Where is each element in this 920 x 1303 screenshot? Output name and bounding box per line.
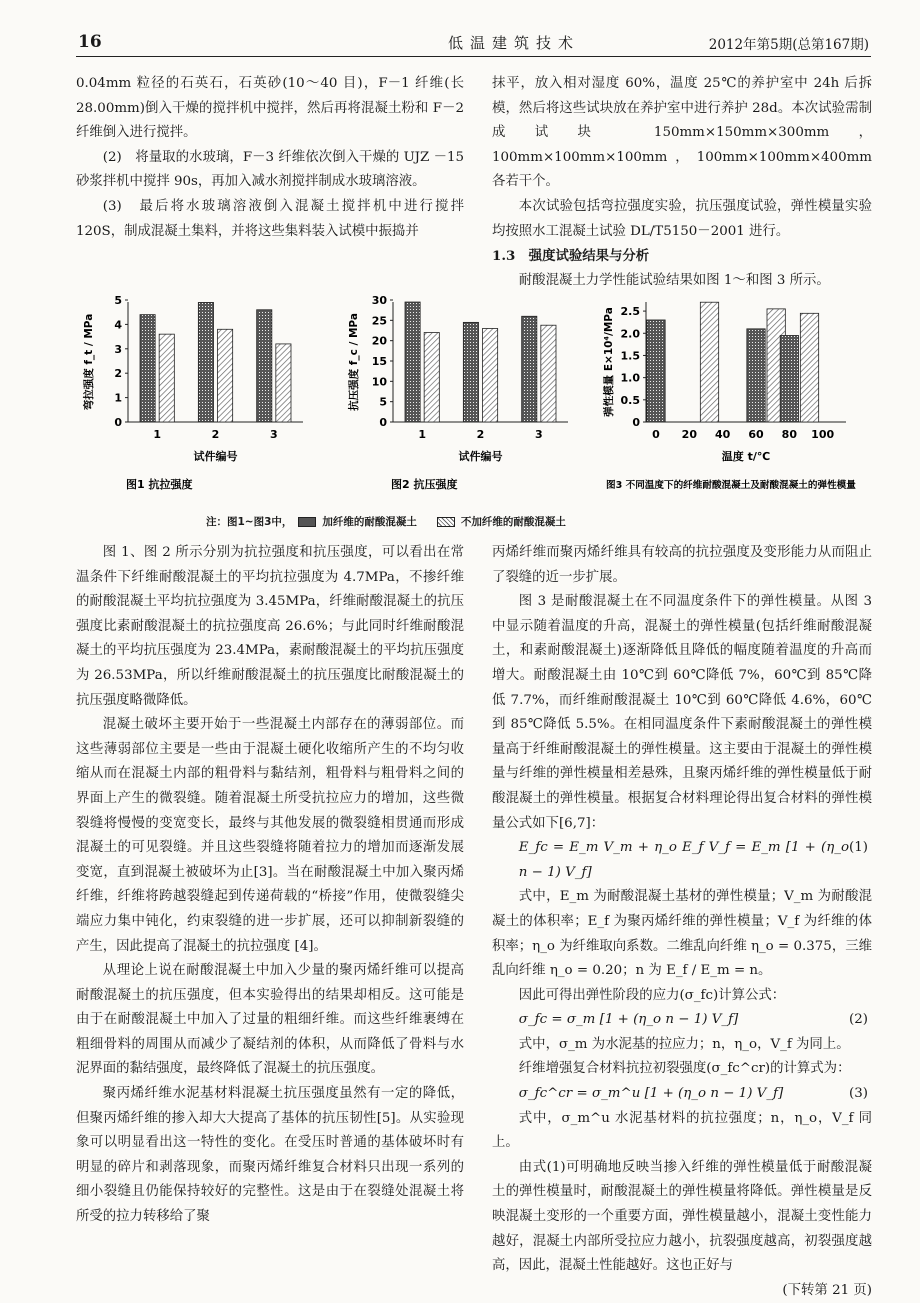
paragraph: (2) 将量取的水玻璃，F－3 纤维依次倒入干燥的 UJZ －15 砂浆拌机中搅拌 90s，再加入减水剂搅拌制成水玻璃溶液。	[76, 149, 464, 190]
y-tick-label: 1.0	[620, 371, 640, 385]
equation-2	[492, 1008, 872, 1033]
x-axis-label: 试件编号	[458, 450, 503, 463]
x-tick-label: 1	[418, 428, 426, 441]
bar-plain-20	[700, 302, 718, 422]
paragraph: 抹平，放入相对湿度 60%，温度 25℃的养护室中 24h 后拆模，然后将这些试块放在养护室中进行养护 28d。本次试验需制成试块 150mm×150mm×300mm，100mm×100mm×100mm，100mm×100mm×400mm 各若干个。	[492, 76, 872, 190]
legend-note	[206, 514, 766, 529]
left-body-column	[76, 541, 464, 1230]
paragraph: 式中，σ_m^u 水泥基材料的抗拉强度；n，η_o，V_f 同上。	[492, 1110, 872, 1151]
bar-plain-2	[483, 328, 498, 422]
equation-2-number: (2)	[849, 1012, 868, 1028]
bar-fiber-2	[198, 302, 213, 422]
x-tick-label: 80	[781, 428, 797, 441]
x-tick-label: 100	[811, 428, 835, 441]
x-tick-label: 2	[476, 428, 485, 441]
legend-plain-label: 不加纤维的耐酸混凝土	[460, 516, 566, 528]
equation-3	[492, 1082, 872, 1107]
paragraph: 式中，E_m 为耐酸混凝土基材的弹性模量；V_m 为耐酸混凝土的体积率；E_f 为聚丙烯纤维的弹性模量；V_f 为纤维的体积率；η_o 为纤维取向系数。二维乱向纤维 η_o = 0.375，三维乱向纤维 η_o = 0.20；n 为 E_f / E_m = n。	[492, 889, 872, 979]
x-tick-label: 2	[211, 428, 220, 441]
x-tick-label: 0	[652, 428, 660, 441]
x-tick-label: 20	[681, 428, 697, 441]
figures-area	[76, 282, 876, 542]
y-tick-label: 30	[371, 294, 387, 307]
y-tick-label: 0	[114, 416, 122, 429]
legend-prefix: 注：图1~图3中，	[206, 516, 293, 528]
bar-fiber-3	[522, 316, 537, 422]
paragraph: (3) 最后将水玻璃溶液倒入混凝土搅拌机中进行搅拌 120S，制成混凝土集料，并将这些集料装入试模中振捣并	[76, 198, 464, 239]
equation-1-number: (1)	[849, 840, 868, 856]
y-tick-label: 1	[114, 391, 122, 405]
legend-swatch-fiber	[298, 517, 316, 527]
paragraph: 丙烯纤维而聚丙烯纤维具有较高的抗拉强度及变形能力从而阻止了裂缝的近一步扩展。	[492, 545, 872, 585]
y-tick-label: 0	[632, 416, 640, 429]
paragraph: 图 1、图 2 所示分别为抗拉强度和抗压强度，可以看出在常温条件下纤维耐酸混凝土的平均抗拉强度为 4.7MPa，不掺纤维的耐酸混凝土平均抗拉强度为 3.45MPa，纤维耐酸混凝土的抗压强度比素耐酸混凝土的抗拉强度高 26.6%；与此同时纤维耐酸混凝土的平均抗压强度为 23.4MPa，素耐酸混凝土的平均抗压强度为 26.53MPa，所以纤维耐酸混凝土的抗压强度比耐酸混凝土的抗压强度略微降低。	[76, 545, 464, 708]
bar-plain-1	[159, 334, 174, 422]
y-tick-label: 10	[371, 375, 387, 389]
figure-caption: 图1 抗拉强度	[126, 478, 193, 491]
y-tick-label: 15	[371, 355, 387, 368]
paragraph: 式中，σ_m 为水泥基的拉应力；n，η_o，V_f 为同上。	[518, 1036, 850, 1052]
paragraph: 因此可得出弹性阶段的应力(σ_fc)计算公式：	[518, 987, 786, 1003]
y-axis-label: 抗压强度 f_c / MPa	[348, 313, 360, 411]
legend-fiber-label: 加纤维的耐酸混凝土	[322, 516, 417, 528]
bar-plain-2	[218, 329, 233, 422]
paragraph: 混凝土破坏主要开始于一些混凝土内部存在的薄弱部位。而这些薄弱部位主要是一些由于混凝土硬化收缩所产生的不均匀收缩从而在混凝土内部的粗骨料与黏结剂，粗骨料与粗骨料之间的界面上产生的微裂缝。随着混凝土所受抗拉应力的增加，这些微裂缝将慢慢的变宽变长，最终与其他发展的微裂缝相贯通而形成混凝土的可见裂缝。并且这些裂缝将随着拉力的增加而逐渐发展变宽，直到混凝土被破坏为止[3]。当在耐酸混凝土中加入聚丙烯纤维，纤维将跨越裂缝起到传递荷载的“桥接”作用，使微裂缝尖端应力集中钝化，约束裂缝的进一步扩展，还可以抑制新裂缝的产生，因此提高了混凝土的抗拉强度 [4]。	[76, 717, 464, 954]
bar-plain-80	[800, 313, 818, 422]
equation-1-body: E_fc = E_m V_m + η_o E_f V_f = E_m [1 + (η_o n − 1) V_f]	[518, 840, 850, 880]
bar-fiber-2	[463, 322, 478, 422]
bar-fiber-1	[140, 315, 155, 422]
y-axis-label: 弹性模量 E×10⁴/MPa	[603, 307, 615, 417]
figure-caption: 图2 抗压强度	[391, 478, 458, 491]
issue-info: 2012年第5期(总第167期)	[708, 37, 869, 53]
y-tick-label: 0	[379, 416, 387, 429]
y-tick-label: 4	[114, 318, 122, 332]
figure-caption: 图3 不同温度下的纤维耐酸混凝土及耐酸混凝土的弹性模量	[606, 480, 856, 491]
x-tick-label: 60	[748, 428, 764, 441]
paragraph: 耐酸混凝土力学性能试验结果如图 1～和图 3 所示。	[518, 272, 830, 288]
x-tick-label: 3	[535, 428, 543, 441]
bar-plain-3	[276, 344, 291, 422]
x-axis-label: 温度 t/℃	[721, 450, 771, 463]
x-tick-label: 3	[270, 428, 278, 441]
right-body-column	[492, 541, 872, 1303]
x-axis-label: 试件编号	[193, 450, 238, 463]
bar-fiber-3	[257, 310, 272, 422]
page-number: 16	[78, 32, 102, 52]
bar-plain-1	[424, 333, 439, 422]
figure-1-chart	[76, 282, 341, 497]
y-tick-label: 2.0	[620, 327, 640, 341]
y-tick-label: 5	[114, 294, 122, 307]
figure-3-chart	[596, 282, 881, 497]
y-tick-label: 1.5	[620, 349, 640, 363]
y-axis-label: 弯拉强度 f_t / MPa	[83, 313, 95, 411]
y-tick-label: 0.5	[620, 393, 640, 407]
paragraph: 聚丙烯纤维水泥基材料混凝土抗压强度虽然有一定的降低，但聚丙烯纤维的掺入却大大提高了基体的抗压韧性[5]。从实验现象可以明显看出这一特性的变化。在受压时普通的基体破坏时有明显的碎片和剥落现象，而聚丙烯纤维复合材料只出现一系列的细小裂缝且仍能保持较好的完整性。这是由于在裂缝处混凝土将所受的拉力转移给了聚	[76, 1086, 464, 1225]
y-tick-label: 25	[371, 314, 387, 328]
figure-2-chart	[341, 282, 606, 497]
paragraph: 图 3 是耐酸混凝土在不同温度条件下的弹性模量。从图 3 中显示随着温度的升高，混凝土的弹性模量(包括纤维耐酸混凝土，和素耐酸混凝土)逐渐降低且降低的幅度随着温度的升高而增大。耐酸混凝土由 10℃到 60℃降低 7%，60℃到 85℃降低 7.7%，而纤维耐酸混凝土 10℃到 60℃降低 4.6%，60℃到 85℃降低 5.5%。在相同温度条件下素耐酸混凝土的弹性模量高于纤维耐酸混凝土的弹性模量。这主要由于混凝土的弹性模量与纤维的弹性模量相差悬殊，且聚丙烯纤维的弹性模量低于耐酸混凝土的弹性模量。根据复合材料理论得出复合材料的弹性模量公式如下[6,7]：	[492, 594, 872, 831]
y-tick-label: 2.5	[620, 305, 640, 319]
bar-fiber-80	[780, 335, 798, 422]
equation-3-body: σ_fc^cr = σ_m^u [1 + (η_o n − 1) V_f]	[518, 1086, 784, 1102]
legend-swatch-plain	[437, 517, 455, 527]
y-tick-label: 5	[379, 395, 387, 409]
journal-title: 低温建筑技术	[448, 34, 581, 52]
paragraph: 从理论上说在耐酸混凝土中加入少量的聚丙烯纤维可以提高耐酸混凝土的抗压强度，但本实验得出的结果却相反。这可能是由于在耐酸混凝土中加入了过量的粗细纤维。而这些纤维裹缚在粗细骨料的周围从而减少了凝结剂的体积，从而降低了骨料与水泥界面的黏结强度，最终降低了混凝土的抗压强度。	[76, 963, 464, 1077]
equation-2-body: σ_fc = σ_m [1 + (η_o n − 1) V_f]	[518, 1012, 739, 1028]
y-tick-label: 2	[114, 367, 122, 381]
continued-note: (下转第 21 页)	[782, 1282, 872, 1298]
section-heading: 1.3 强度试验结果与分析	[492, 248, 650, 265]
y-tick-label: 20	[371, 334, 387, 348]
paragraph: 纤维增强复合材料抗拉初裂强度(σ_fc^cr)的计算式为：	[518, 1061, 851, 1077]
x-tick-label: 1	[153, 428, 161, 441]
bar-fiber-0	[647, 320, 665, 422]
page-header	[76, 26, 871, 57]
paragraph: 由式(1)可明确地反映当掺入纤维的弹性模量低于耐酸混凝土的弹性模量时，耐酸混凝土的弹性模量将降低。弹性模量是反映混凝土变形的一个重要方面，弹性模量越小，混凝土变性能力越好，混凝土内部所受拉应力越小，抗裂强度越高，初裂强度越高，因此，混凝土性能越好。这也正好与	[492, 1159, 872, 1274]
equation-3-number: (3)	[849, 1086, 868, 1102]
bar-fiber-1	[405, 302, 420, 422]
bar-fiber-60	[747, 329, 765, 422]
bar-plain-3	[541, 325, 556, 422]
paragraph: 0.04mm 粒径的石英石，石英砂(10～40 目)，F－1 纤维(长 28.00mm)倒入干燥的搅拌机中搅拌，然后再将混凝土粉和 F－2 纤维倒入进行搅拌。	[76, 76, 464, 141]
equation-1	[492, 836, 872, 885]
y-tick-label: 3	[114, 342, 122, 356]
x-tick-label: 40	[715, 428, 731, 441]
left-top-column	[76, 72, 464, 244]
right-top-column	[492, 72, 872, 293]
paragraph: 本次试验包括弯拉强度实验，抗压强度试验，弹性模量实验均按照水工混凝土试验 DL/T5150－2001 进行。	[492, 198, 872, 239]
